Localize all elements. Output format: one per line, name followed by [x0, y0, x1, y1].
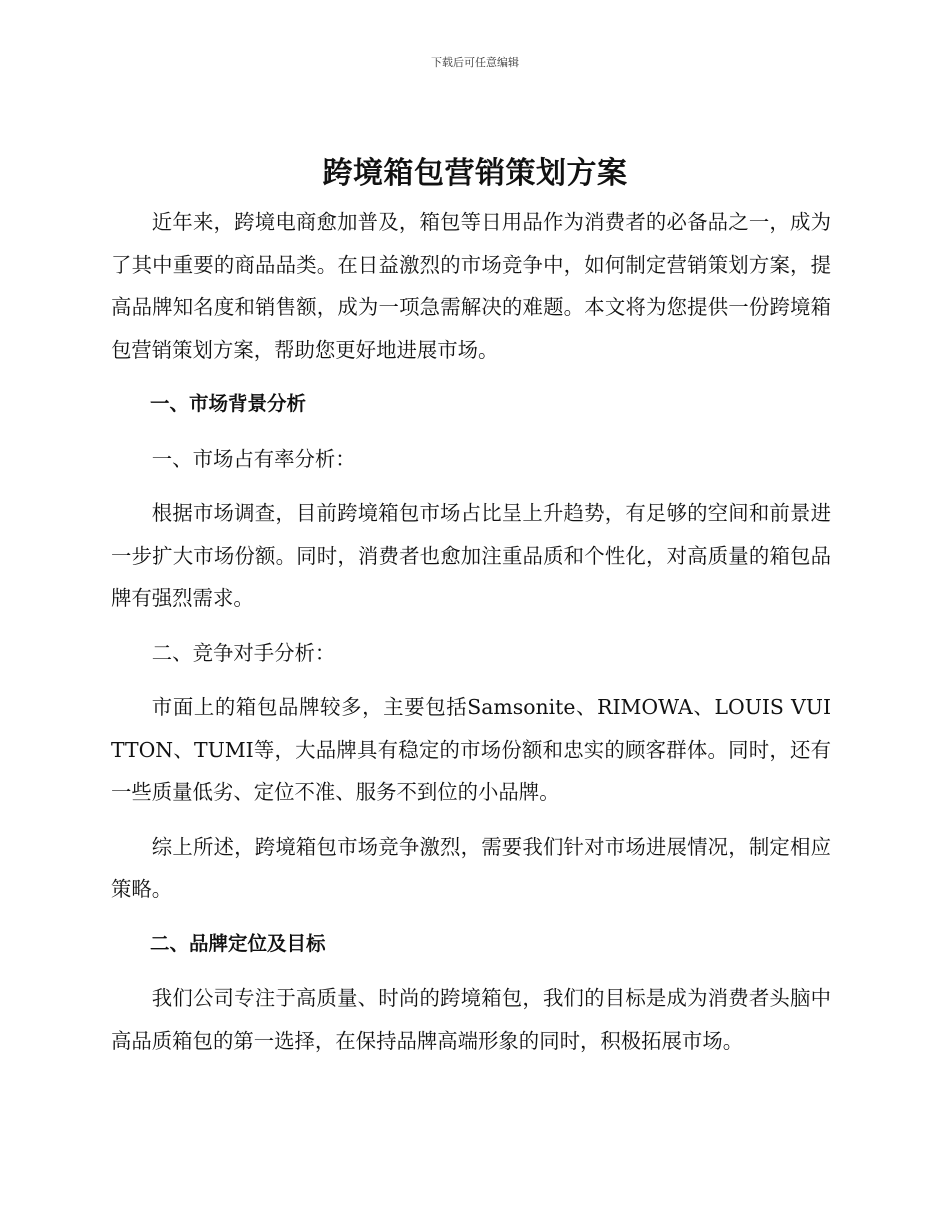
section-heading-market-background: 一、市场背景分析 [150, 392, 307, 415]
paragraph-brand-positioning: 我们公司专注于高质量、时尚的跨境箱包，我们的目标是成为消费者头脑中高品质箱包的第一选择，在保持品牌高端形象的同时，积极拓展市场。 [111, 986, 831, 1053]
document-body [111, 201, 831, 1062]
document-title: 跨境箱包营销策划方案 [322, 156, 628, 191]
section-heading-brand-positioning: 二、品牌定位及目标 [150, 931, 326, 955]
intro-paragraph: 近年来，跨境电商愈加普及，箱包等日用品作为消费者的必备品之一，成为了其中重要的商品品类。在日益激烈的市场竞争中，如何制定营销策划方案，提高品牌知名度和销售额，成为一项急需解决的难题。本文将为您提供一份跨境箱包营销策划方案，帮助您更好地进展市场。 [111, 210, 831, 362]
page-header-note: 下载后可任意编辑 [431, 56, 519, 69]
paragraph-competitors: 市面上的箱包品牌较多，主要包括Samsonite、RIMOWA、LOUIS VUITTON、TUMI等，大品牌具有稳定的市场份额和忠实的顾客群体。同时，还有一些质量低劣、定位不准、服务不到位的小品牌。 [111, 695, 831, 804]
subheading-competitors: 二、竞争对手分析： [151, 640, 336, 665]
subheading-market-share: 一、市场占有率分析： [151, 446, 356, 471]
paragraph-summary: 综上所述，跨境箱包市场竞争激烈，需要我们针对市场进展情况，制定相应策略。 [111, 834, 831, 901]
paragraph-market-share: 根据市场调查，目前跨境箱包市场占比呈上升趋势，有足够的空间和前景进一步扩大市场份额。同时，消费者也愈加注重品质和个性化，对高质量的箱包品牌有强烈需求。 [111, 501, 831, 610]
